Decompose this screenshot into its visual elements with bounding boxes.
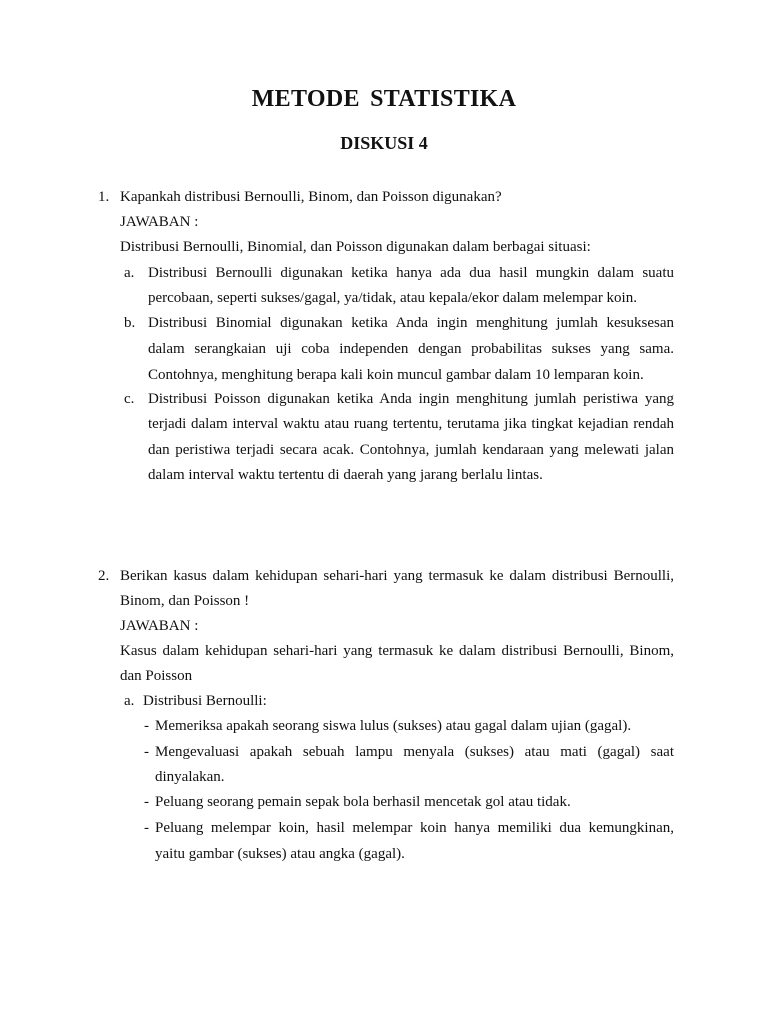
q1-number: 1.	[98, 189, 110, 205]
bullet-text: Mengevaluasi apakah sebuah lampu menyala (sukses) atau mati (gagal) saat	[155, 744, 674, 760]
bullet-text: Peluang melempar koin, hasil melempar koin hanya memiliki dua kemungkinan,	[155, 820, 674, 836]
q1-item-a-line: percobaan, seperti sukses/gagal, ya/tidak, atau kepala/ekor dalam melempar koin.	[148, 290, 637, 306]
q2-answer-label: JAWABAN :	[120, 618, 199, 634]
bullet-text: dinyalakan.	[155, 769, 225, 785]
q1-answer-label: JAWABAN :	[120, 214, 199, 230]
q1-item-b-line: Distribusi Binomial digunakan ketika Anda ingin menghitung jumlah kesuksesan	[148, 315, 674, 331]
q1-item-b-line: Contohnya, menghitung berapa kali koin muncul gambar dalam 10 lemparan koin.	[148, 367, 644, 383]
q2-question-line: Binom, dan Poisson !	[120, 593, 250, 609]
bullet-dash: -	[144, 744, 149, 760]
q1-item-b-line: dalam serangkaian uji coba independen dengan probabilitas sukses yang sama.	[148, 341, 674, 357]
q2-intro-line: Kasus dalam kehidupan sehari-hari yang termasuk ke dalam distribusi Bernoulli, Binom,	[120, 643, 674, 659]
q1-item-c-line: dalam interval waktu tertentu di daerah yang jarang berlalu lintas.	[148, 467, 543, 483]
q1-item-a-label: a.	[124, 265, 135, 281]
q1-intro: Distribusi Bernoulli, Binomial, dan Poisson digunakan dalam berbagai situasi:	[120, 239, 591, 255]
q1-item-c-line: terjadi dalam interval waktu atau ruang tertentu, terutama jika tingkat kejadian rendah	[148, 416, 674, 432]
page-subtitle: DISKUSI 4	[340, 133, 428, 153]
q2-number: 2.	[98, 568, 110, 584]
bullet-text: Peluang seorang pemain sepak bola berhasil mencetak gol atau tidak.	[155, 794, 571, 810]
bullet-dash: -	[144, 794, 149, 810]
q1-item-c-label: c.	[124, 391, 135, 407]
q1-item-b-label: b.	[124, 315, 136, 331]
q2-question-line: Berikan kasus dalam kehidupan sehari-hari yang termasuk ke dalam distribusi Bernoulli,	[120, 568, 674, 584]
q2-sub-a-title: Distribusi Bernoulli:	[143, 693, 267, 709]
bullet-dash: -	[144, 718, 149, 734]
q1-item-c-line: Distribusi Poisson digunakan ketika Anda ingin menghitung jumlah peristiwa yang	[148, 391, 674, 407]
page-title: METODE STATISTIKA	[251, 86, 517, 112]
q2-intro-line: dan Poisson	[120, 668, 193, 684]
q1-item-c-line: dan peristiwa terjadi secara acak. Contohnya, jumlah kendaraan yang melewati jalan	[148, 442, 674, 458]
q1-question: Kapankah distribusi Bernoulli, Binom, dan Poisson digunakan?	[120, 189, 502, 205]
q1-item-a-line: Distribusi Bernoulli digunakan ketika hanya ada dua hasil mungkin dalam suatu	[148, 265, 674, 281]
bullet-dash: -	[144, 820, 149, 836]
q2-sub-a-label: a.	[124, 693, 135, 709]
bullet-text: Memeriksa apakah seorang siswa lulus (sukses) atau gagal dalam ujian (gagal).	[155, 718, 632, 734]
bullet-text: yaitu gambar (sukses) atau angka (gagal).	[155, 846, 405, 862]
